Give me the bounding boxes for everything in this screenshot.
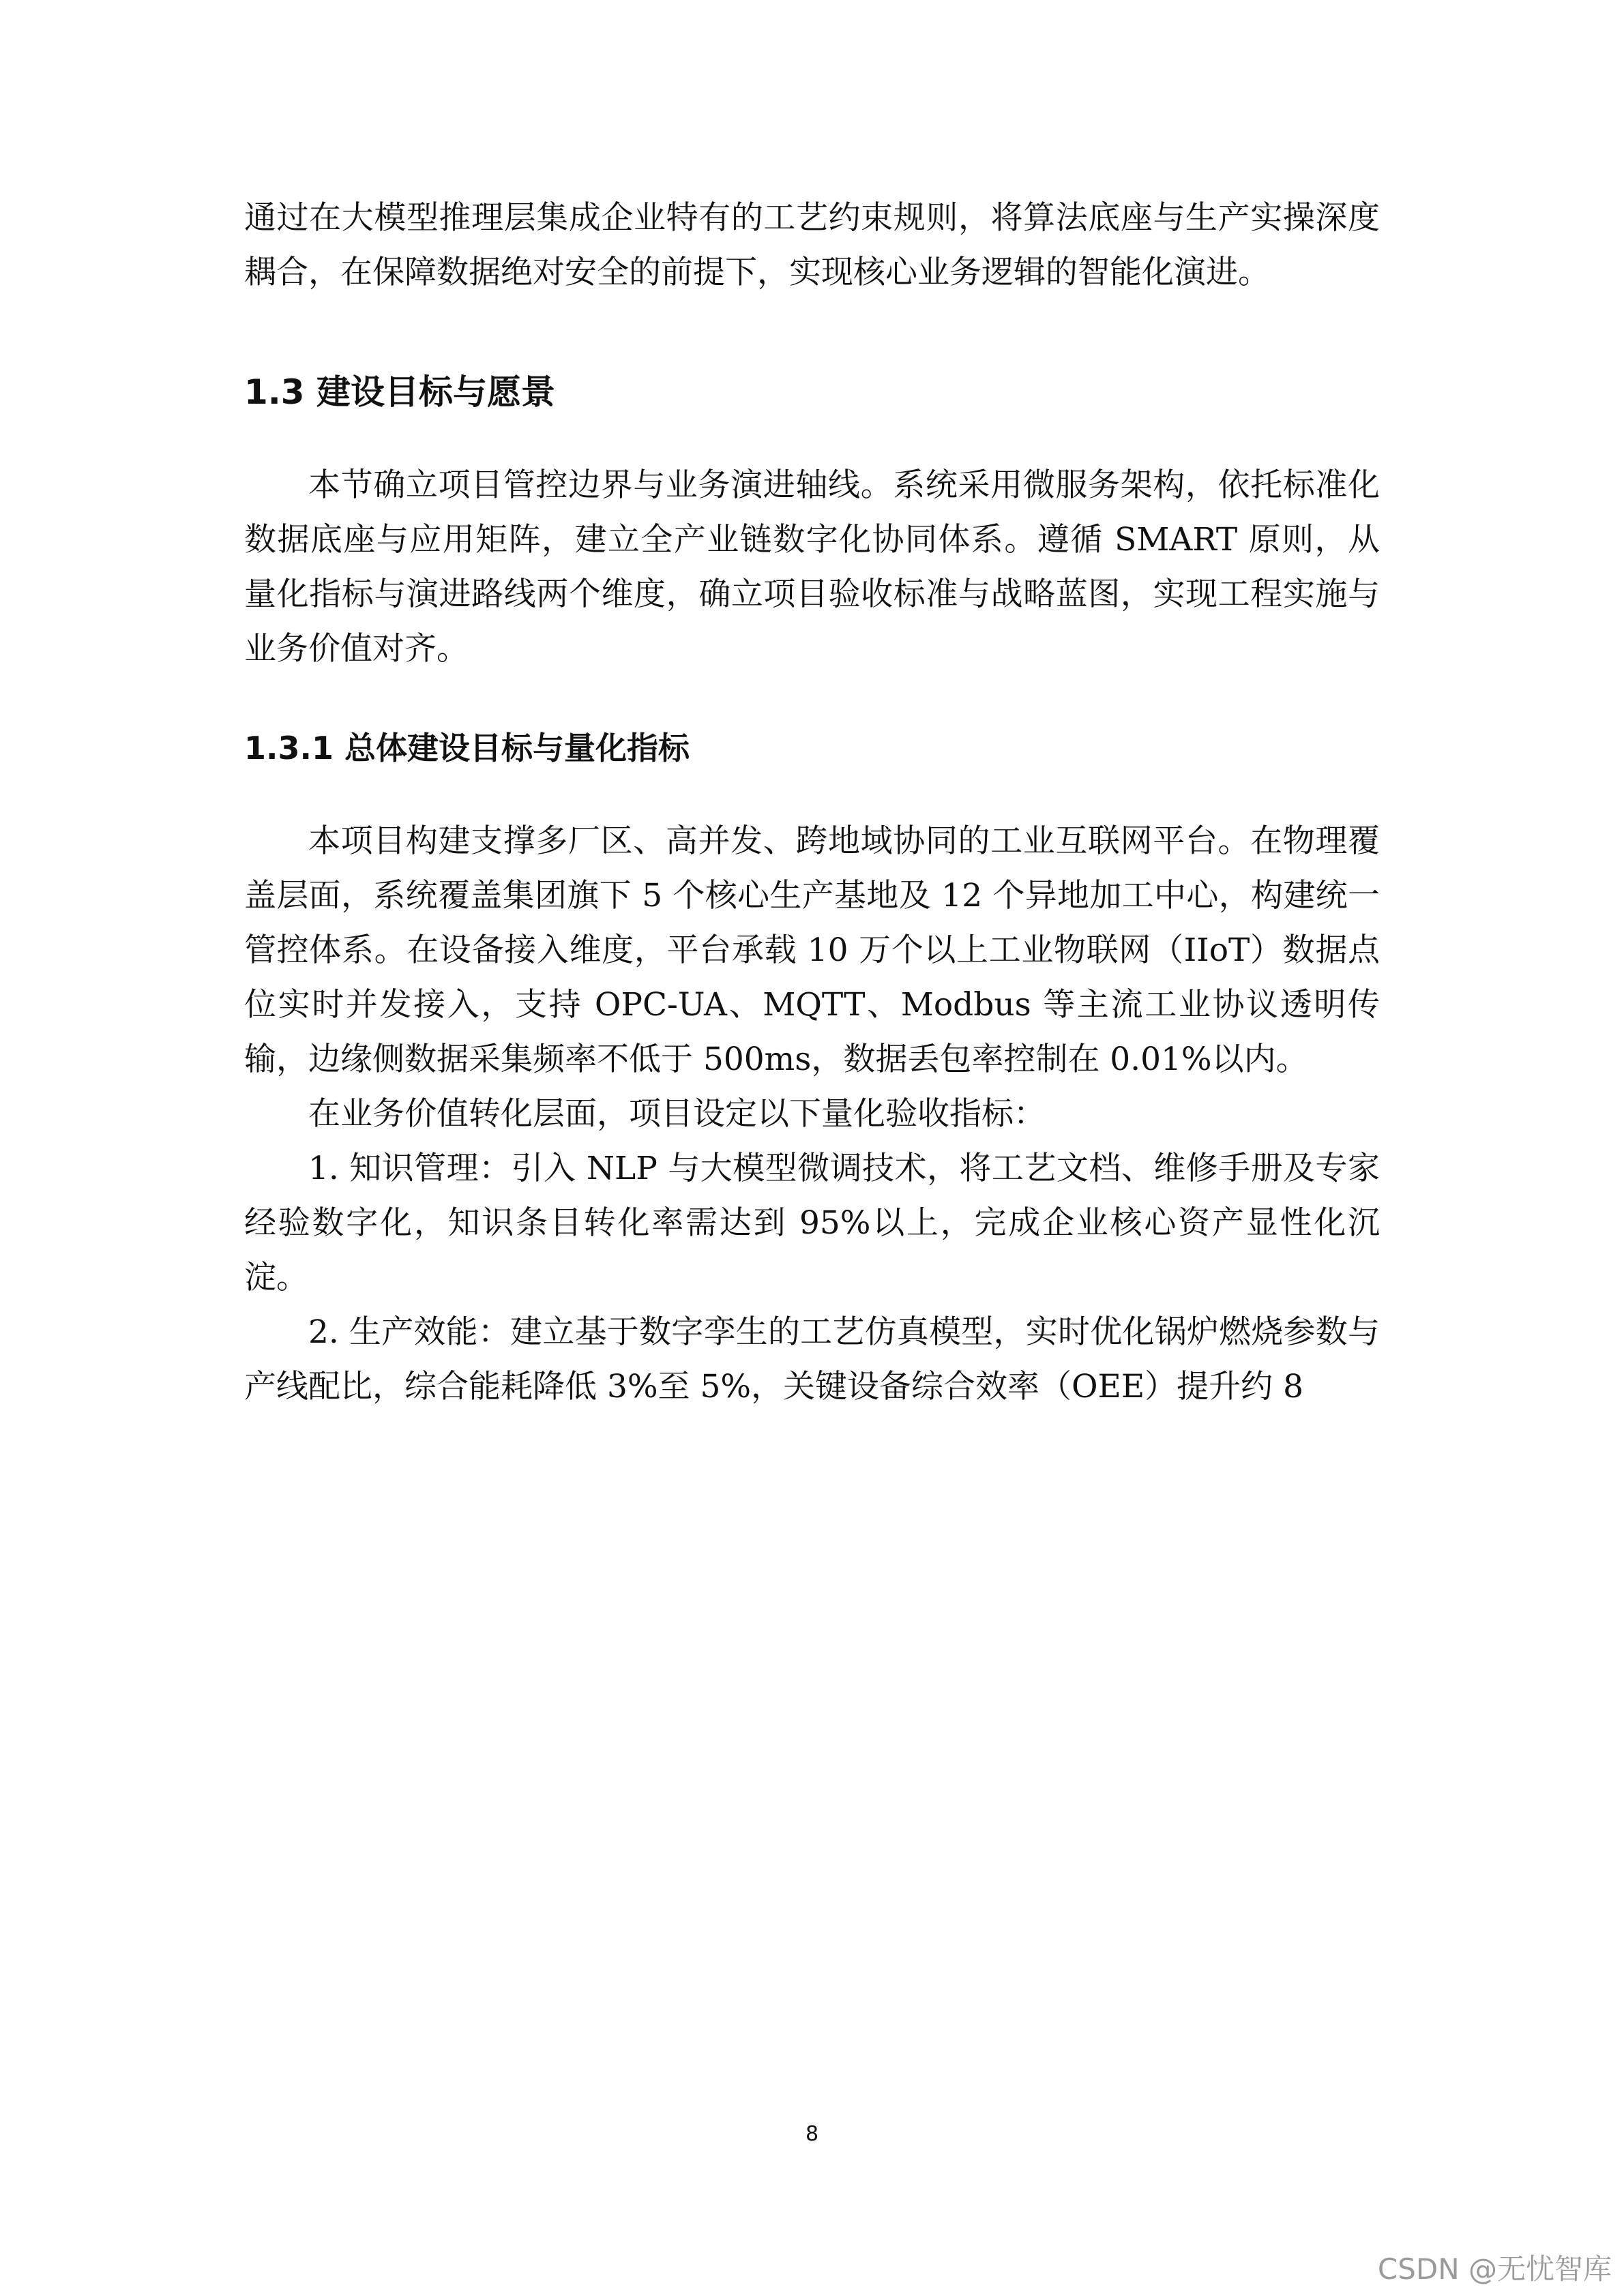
watermark: CSDN @无忧智库 <box>1377 2252 1612 2286</box>
page-number: 8 <box>805 2122 819 2146</box>
section-heading: 1.3 建设目标与愿景 <box>244 372 555 412</box>
page-content <box>244 191 1380 1414</box>
subsection-paragraph-kpi-intro: 在业务价值转化层面，项目设定以下量化验收指标： <box>308 1095 1046 1133</box>
list-item-production-efficiency: 2. 生产效能：建立基于数字孪生的工艺仿真模型，实时优化锅炉燃烧参数与产线配比，综合能耗降低 3%至 5%，关键设备综合效率（OEE）提升约 8 <box>244 1313 1380 1405</box>
subsection-heading: 1.3.1 总体建设目标与量化指标 <box>244 730 690 766</box>
list-item-knowledge-management: 1. 知识管理：引入 NLP 与大模型微调技术，将工艺文档、维修手册及专家经验数字化，知识条目转化率需达到 95%以上，完成企业核心资产显性化沉淀。 <box>244 1150 1380 1296</box>
subsection-paragraph-scope: 本项目构建支撑多厂区、高并发、跨地域协同的工业互联网平台。在物理覆盖层面，系统覆盖集团旗下 5 个核心生产基地及 12 个异地加工中心，构建统一管控体系。在设备接入维度，平台承载 10 万个以上工业物联网（IIoT）数据点位实时并发接入，支持 OPC-UA、MQTT、Modbus 等主流工业协议透明传输，边缘侧数据采集频率不低于 500ms，数据丢包率控制在 0.01%以内。 <box>244 822 1380 1078</box>
intro-paragraph: 通过在大模型推理层集成企业特有的工艺约束规则，将算法底座与生产实操深度耦合，在保障数据绝对安全的前提下，实现核心业务逻辑的智能化演进。 <box>244 199 1380 291</box>
section-paragraph: 本节确立项目管控边界与业务演进轴线。系统采用微服务架构，依托标准化数据底座与应用矩阵，建立全产业链数字化协同体系。遵循 SMART 原则，从量化指标与演进路线两个维度，确立项目验收标准与战略蓝图，实现工程实施与业务价值对齐。 <box>244 466 1380 668</box>
